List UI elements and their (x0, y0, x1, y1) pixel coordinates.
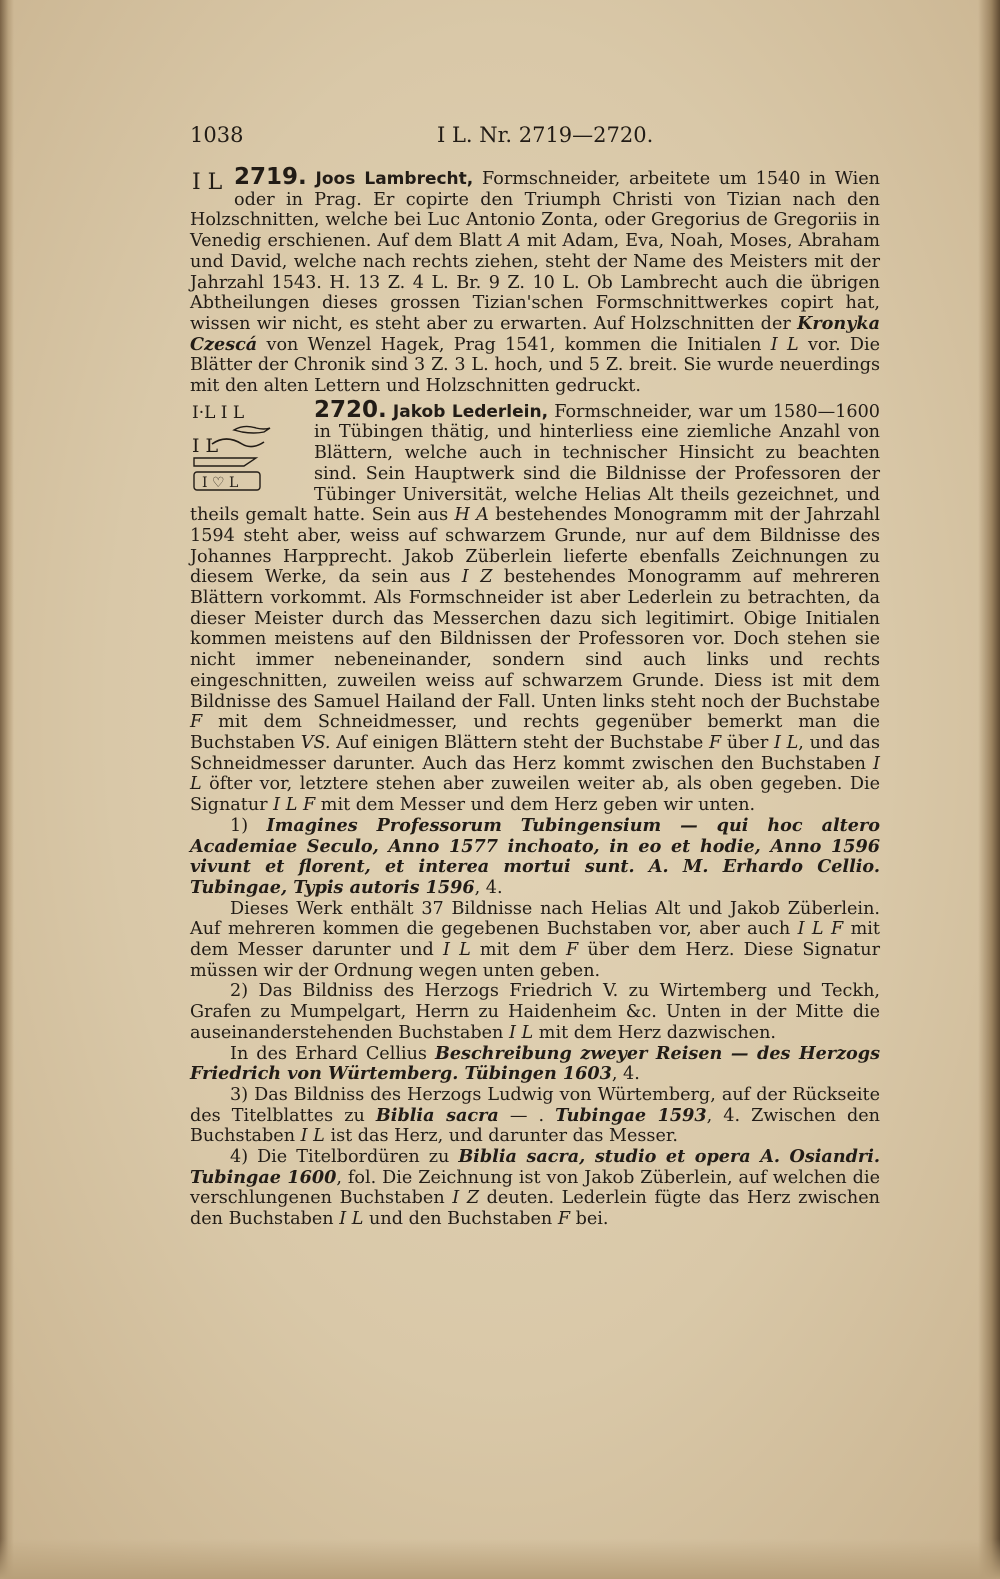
title-run: Biblia sacra (375, 1104, 499, 1126)
text-run: , 4. Zwischen den Buchstaben (190, 1105, 881, 1147)
monogram-mid-letters: I L (192, 434, 219, 457)
text-run: über (721, 732, 774, 753)
text-run: 2) Das Bildniss des Herzogs Friedrich V. zu Wirtemberg und Teckh, Grafen zu Mumpelgart, Herrn zu Haidenheim &c. Unten in der Mitte die auseinanderstehenden Buchstaben (190, 981, 880, 1043)
italic-run: H A (454, 505, 489, 526)
text-run: mit dem Messer darunter und (190, 919, 881, 961)
text-run: ist das Herz, und darunter das Messer. (324, 1126, 678, 1147)
page-edge-left (0, 0, 14, 1579)
italic-run: A (507, 231, 521, 252)
italic-run: F (190, 712, 203, 733)
title-run: Kronyka Czescá (190, 312, 880, 355)
text-run: und den Buchstaben (363, 1209, 558, 1230)
text-run: deuten. Lederlein fügte das Herz zwischen den Buchstaben (190, 1188, 880, 1230)
italic-run: I L (773, 732, 799, 753)
italic-run: I L (442, 940, 471, 961)
title-run: Biblia sacra, studio et opera A. Osiandri. Tubingae 1600 (190, 1146, 880, 1188)
work-paragraph (190, 1085, 880, 1147)
text-run: 3) Das Bildniss des Herzogs Ludwig von Würtemberg, auf der Rückseite des Titelblattes zu (190, 1084, 880, 1126)
italic-run: I Z (461, 567, 493, 588)
entry-2719 (190, 164, 880, 397)
italic-run: I L (508, 1022, 534, 1043)
monogram-top-letters: I·L I L (192, 402, 245, 423)
monogram-letters: I L (192, 170, 223, 195)
entry-number: 2719. (234, 164, 307, 190)
work-paragraph (190, 816, 880, 899)
italic-run: I Z (452, 1188, 480, 1209)
italic-run: I L (190, 753, 880, 795)
text-run: 4) Die Titelbordüren zu (230, 1147, 459, 1168)
page-number: 1038 (190, 123, 244, 147)
italic-run: F (708, 732, 722, 753)
knife-icon (234, 426, 270, 433)
text-run: Dieses Werk enthält 37 Bildnisse nach Helias Alt und Jakob Züberlein. Auf mehreren kommen die gegebenen Buchstaben vor, aber auch (190, 898, 880, 940)
text-run: , 4. (611, 1064, 640, 1085)
running-header (190, 123, 880, 153)
page-edge-right (978, 0, 1000, 1579)
text-run: vor. Die Blätter der Chronik sind 3 Z. 3 L. hoch, und 5 Z. breit. Sie wurde neuerdings mit den alten Lettern und Holzschnitten gedruckt. (190, 334, 880, 397)
text-run: — . (498, 1105, 556, 1126)
text-run: , 4. (474, 877, 503, 898)
entry-name: Joos Lambrecht, (315, 169, 474, 189)
works-list (190, 816, 880, 1230)
text-run: bei. (570, 1209, 609, 1230)
entry-number: 2720. (314, 396, 387, 423)
work-paragraph (190, 981, 880, 1043)
entry-2720 (190, 396, 880, 816)
text-run: mit dem Herz dazwischen. (533, 1022, 776, 1043)
text-run: bestehendes Monogramm auf mehreren Blättern vorkommt. Als Formschneider ist aber Lederlein zu betrachten, da dieser Meister durch das Messerchen dazu sich legitimirt. Obige Initialen kommen meistens auf den Bildnissen der Professoren vor. Doch stehen sie nicht immer nebeneinander, sondern sind auch links und rechts eingeschnitten, zuweilen weiss auf schwarzem Grunde. Diess ist mit dem Bildnisse des Samuel Hailand der Fall. Unten links steht noch der Buchstabe (190, 567, 880, 712)
entry-text (190, 169, 880, 396)
italic-run: I L (339, 1209, 364, 1230)
monogram-box-letters: I ♡ L (202, 474, 239, 491)
title-run: Tubingae 1593 (555, 1104, 707, 1126)
text-run: mit dem Messer und dem Herz geben wir unten. (315, 795, 756, 816)
page-edge-bottom (0, 1539, 1000, 1579)
monogram-ilf-knife-heart-icon (190, 400, 306, 496)
work-paragraph (190, 1044, 880, 1085)
title-run: Beschreibung zweyer Reisen — des Herzogs Friedrich von Würtemberg. Tübingen 1603 (190, 1042, 880, 1085)
italic-run: I L (300, 1126, 325, 1147)
italic-run: I L (770, 334, 799, 355)
blade-icon (194, 458, 256, 466)
text-run: 1) (230, 815, 267, 836)
monogram-il-icon (190, 167, 226, 207)
italic-run: I L F (797, 919, 844, 940)
text-run: mit Adam, Eva, Noah, Moses, Abraham und David, welche nach rechts ziehen, steht der Name des Meisters mit der Jahrzahl 1543. H. 13 Z. 4 L. Br. 9 Z. 10 L. Ob Lambrecht auch die übrigen Abtheilungen dieses grossen Tizian'schen Formschnittwerkes copirt hat, wissen wir nicht, es steht aber zu erwarten. Auf Holzschnitten der (190, 231, 880, 334)
text-run: Formschneider, arbeitete um 1540 in Wien oder in Prag. Er copirte den Triumph Christi von Tizian nach den Holzschnitten, welche bei Luc Antonio Zonta, oder Gregorius de Gregoriis in Venedig erschienen. Auf dem Blatt (190, 169, 880, 252)
entry-name: Jakob Lederlein, (392, 401, 549, 422)
heart-knife-icon (212, 439, 264, 447)
text-run: mit dem (470, 940, 566, 961)
italic-run: I L F (273, 795, 316, 816)
italic-run: F (566, 940, 579, 961)
work-paragraph (190, 899, 880, 982)
text-run: , fol. Die Zeichnung ist von Jakob Züberlein, auf welchen die verschlungenen Buchstaben (190, 1167, 880, 1209)
text-run: , und das Schneidmesser darunter. Auch das Herz kommt zwischen den Buchstaben (190, 732, 880, 774)
italic-run: VS. (300, 732, 331, 753)
text-run: In des Erhard Cellius (230, 1043, 435, 1064)
running-head: I L. Nr. 2719—2720. (437, 123, 654, 147)
text-run: bestehendes Monogramm mit der Jahrzahl 1594 steht aber, weiss auf schwarzem Grunde, nur auf dem Bildnisse des Johannes Harpprecht. Jakob Züberlein lieferte ebenfalls Zeichnungen zu diesem Werke, da sein aus (190, 505, 880, 588)
italic-run: F (557, 1209, 571, 1230)
text-run: von Wenzel Hagek, Prag 1541, kommen die Initialen (257, 334, 771, 355)
text-run: mit dem Schneidmesser, und rechts gegenüber bemerkt man die Buchstaben (190, 712, 880, 753)
text-run: öfter vor, letztere stehen aber zuweilen weiter ab, als oben gegeben. Die Signatur (190, 774, 880, 816)
text-run: Auf einigen Blättern steht der Buchstabe (330, 732, 709, 753)
text-run: über dem Herz. Diese Signatur müssen wir der Ordnung wegen unten geben. (190, 940, 880, 981)
work-paragraph (190, 1147, 880, 1230)
title-run: Imagines Professorum Tubingensium — qui hoc altero Academiae Seculo, Anno 1577 inchoato, in eo et hodie, Anno 1596 vivunt et florent, et interea mortui sunt. A. M. Erhardo Cellio. Tubingae, Typis autoris 1596 (190, 814, 880, 898)
body-text (190, 164, 881, 1230)
text-run: Formschneider, war um 1580—1600 in Tübingen thätig, und hinterliess eine ziemliche Anzahl von Blättern, welche auch in technischer Hinsicht zu beachten sind. Sein Hauptwerk sind die Bildnisse der Professoren der Tübinger Universität, welche Helias Alt theils gezeichnet, und theils gemalt hatte. Sein aus (190, 401, 880, 526)
